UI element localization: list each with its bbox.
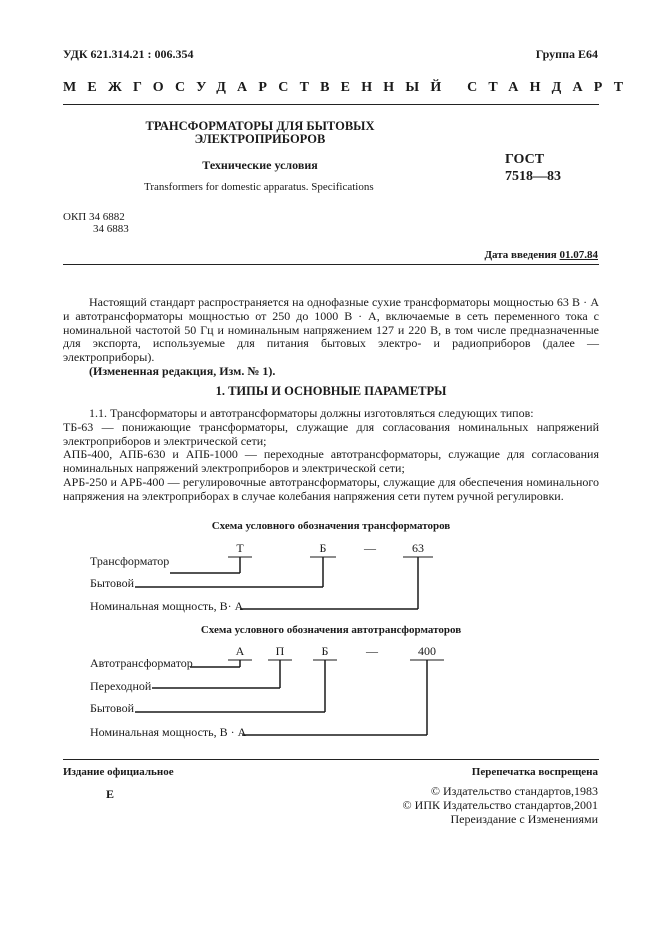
- paragraph-1-1: 1.1. Трансформаторы и автотрансформаторы должны изготовляться следующих типов:: [89, 406, 534, 420]
- introduction-date-value: 01.07.84: [559, 249, 598, 261]
- scheme-1-code-t: Т: [236, 541, 244, 555]
- scheme-2-label-power: Номинальная мощность, В · А: [90, 725, 247, 739]
- scheme-2-label-transitional: Переходной: [90, 679, 152, 693]
- scheme-2-code-dash: —: [366, 644, 378, 658]
- interstate-standard-banner: МЕЖГОСУДАРСТВЕННЫЙ СТАНДАРТ: [63, 80, 635, 95]
- scheme-2-code-power: 400: [418, 644, 436, 658]
- scheme-1-label-transformer: Трансформатор: [90, 554, 170, 568]
- paragraph-apb: АПБ-400, АПБ-630 и АПБ-1000 — переходные автотрансформаторы, служащие для согласования номинальных напряжений электроприборов и электрической сети;: [63, 447, 599, 476]
- scheme-1-label-household: Бытовой: [90, 576, 135, 590]
- revision-note: (Измененная редакция, Изм. № 1).: [89, 363, 276, 378]
- scheme-1-code-b: Б: [319, 541, 327, 555]
- scheme-2-code-a: А: [235, 644, 245, 658]
- udk-code: УДК 621.314.21 : 006.354: [63, 47, 194, 61]
- group-code: Группа Е64: [535, 47, 598, 61]
- gost-code: 7518—83: [505, 169, 561, 184]
- scheme-1-code-dash: —: [364, 541, 376, 555]
- title-line-1: ТРАНСФОРМАТОРЫ ДЛЯ БЫТОВЫХ: [145, 119, 375, 133]
- official-edition: Издание официальное: [63, 766, 174, 778]
- edition-letter: Е: [106, 787, 115, 801]
- document-subtitle: Технические условия: [202, 158, 318, 172]
- scheme-1-code-power: 63: [412, 541, 424, 555]
- scheme-1-label-power: Номинальная мощность, В· А: [90, 599, 244, 613]
- footer-rule: [63, 759, 599, 760]
- introduction-date-label: Дата введения: [484, 249, 557, 261]
- section-heading: 1. ТИПЫ И ОСНОВНЫЕ ПАРАМЕТРЫ: [215, 384, 447, 398]
- paragraph-arb: АРБ-250 и АРБ-400 — регулировочные автотрансформаторы, служащие для обеспечения номинального напряжения на электроприборах в случае колебания напряжения сети путем ручной регулировки.: [63, 474, 599, 503]
- copyright-1983: © Издательство стандартов,1983: [430, 784, 598, 798]
- scheme-2-title: Схема условного обозначения автотрансформаторов: [200, 624, 462, 636]
- scheme-2-code-p: П: [275, 644, 285, 658]
- scheme-2-label-autotransformer: Автотрансформатор: [90, 656, 193, 670]
- english-title: Transformers for domestic apparatus. Specifications: [144, 181, 374, 193]
- scheme-2-label-household: Бытовой: [90, 701, 135, 715]
- paragraph-tb63: ТБ-63 — понижающие трансформаторы, служащие для согласования номинальных напряжений электроприборов и электрической сети;: [63, 419, 599, 448]
- gost-label: ГОСТ: [505, 152, 545, 167]
- scheme-2-code-b: Б: [321, 644, 329, 658]
- scheme-1-title: Схема условного обозначения трансформаторов: [211, 520, 451, 532]
- title-line-2: ЭЛЕКТРОПРИБОРОВ: [194, 132, 326, 146]
- intro-paragraph: Настоящий стандарт распространяется на однофазные сухие трансформаторы мощностью 63 В · А и автотрансформаторы мощностью от 250 до 1000 В · А, включаемые в сеть переменного тока с номинальной частотой 50 Гц и номинальным напряжением 127 и 220 В, в том числе предназначенные для экспорта, используемые для питания бытовых электро- и радиоприборов (далее — электроприборы).: [63, 295, 599, 365]
- okp-code-2: 34 6883: [93, 223, 129, 235]
- reissue-note: Переиздание с Изменениями: [450, 812, 598, 826]
- okp-code-1: ОКП 34 6882: [63, 211, 125, 223]
- copyright-2001: © ИПК Издательство стандартов,2001: [402, 798, 598, 812]
- reprint-prohibited: Перепечатка воспрещена: [471, 766, 598, 778]
